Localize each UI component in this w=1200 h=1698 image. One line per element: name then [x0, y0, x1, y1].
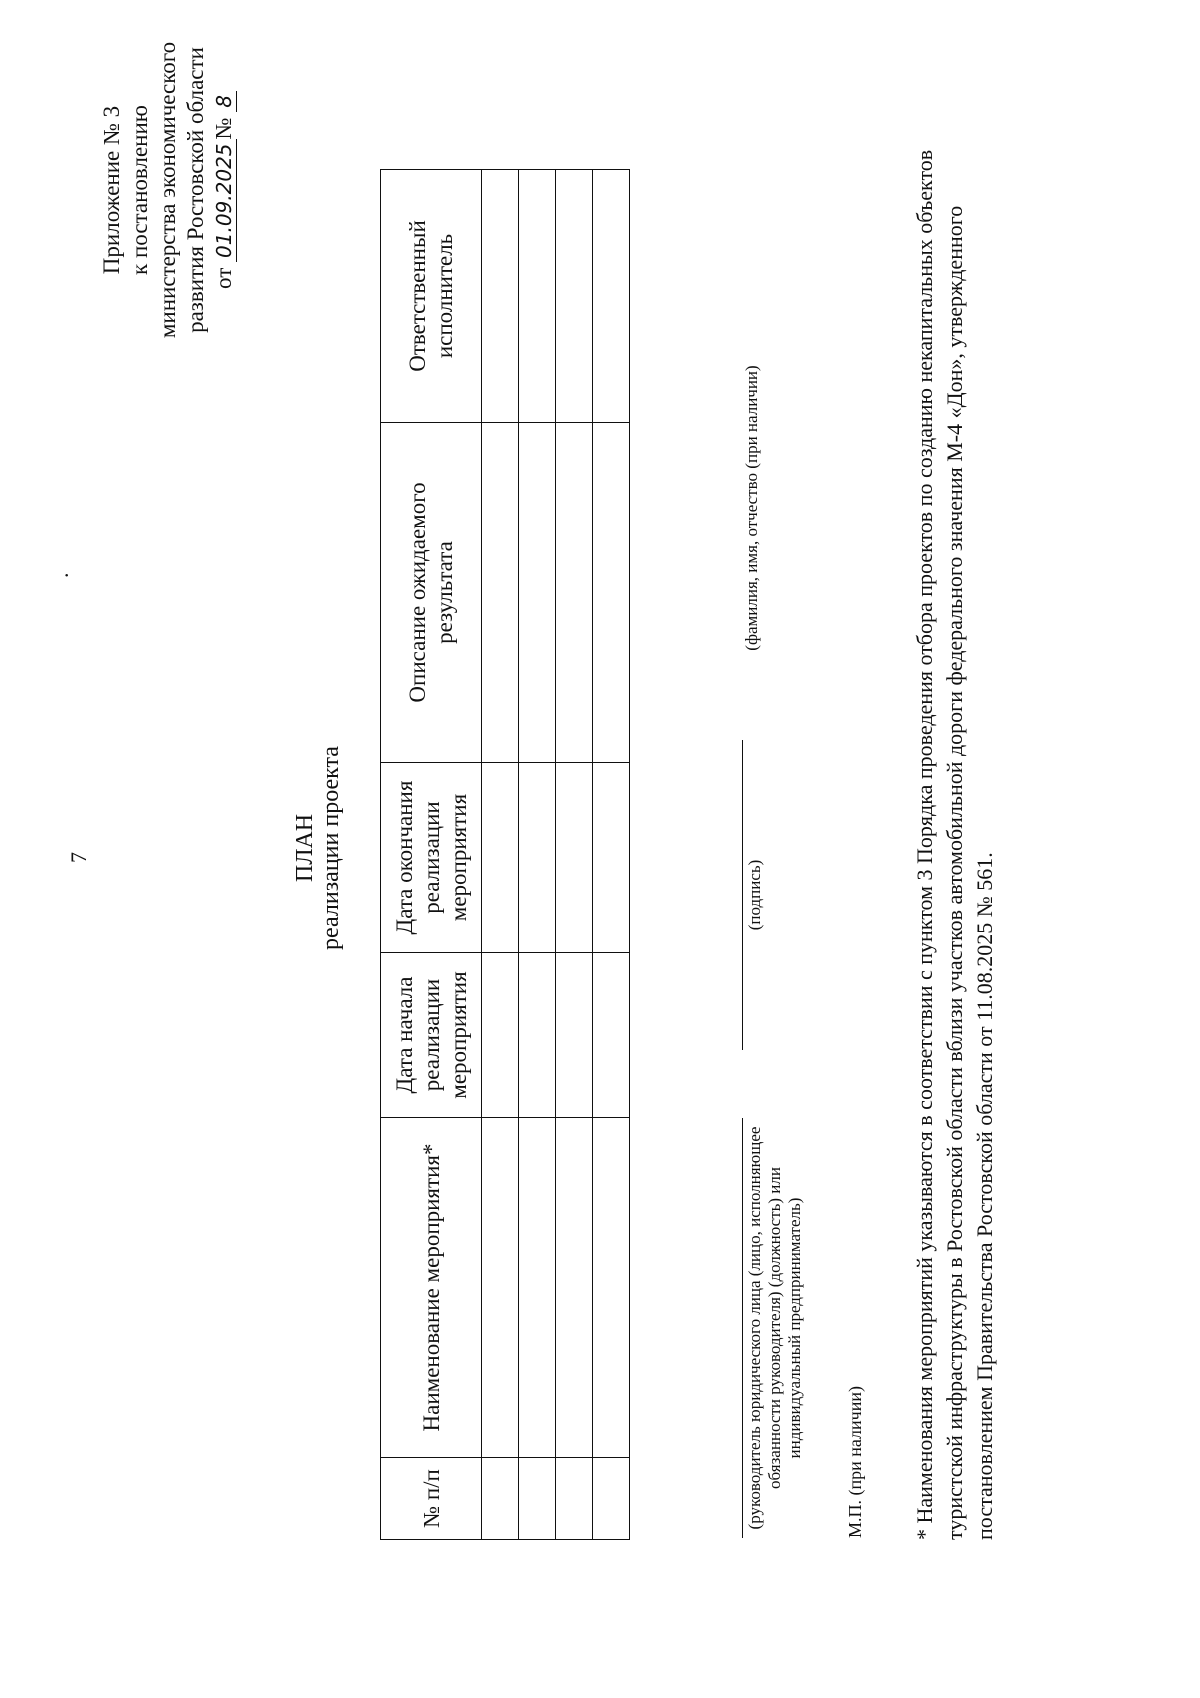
table-body [482, 170, 630, 1540]
table-cell [519, 170, 556, 423]
column-header-number: № п/п [381, 1458, 482, 1540]
signature-caption: (подпись) [742, 740, 765, 1050]
title-main: ПЛАН [292, 813, 318, 883]
column-header-result: Описание ожидаемого результата [381, 423, 482, 763]
table-cell [519, 1118, 556, 1458]
table-cell [593, 763, 630, 953]
appendix-line-3: министерства экономического [155, 41, 180, 339]
table-cell [482, 1458, 519, 1540]
appendix-date-line [210, 30, 238, 350]
table-cell [519, 763, 556, 953]
table-cell [482, 170, 519, 423]
plan-table [380, 169, 630, 1540]
table-cell [556, 1458, 593, 1540]
column-header-name: Наименование мероприятия* [381, 1118, 482, 1458]
date-value: 01.09.2025 [212, 139, 237, 262]
page-number: 7 [66, 852, 91, 863]
table-cell [519, 423, 556, 763]
table-cell [556, 170, 593, 423]
table-row [482, 170, 519, 1540]
title-subtitle: реализации проекта [318, 746, 344, 950]
table-cell [482, 423, 519, 763]
column-header-start-date: Дата начала реализации мероприятия [381, 953, 482, 1118]
table-cell [556, 763, 593, 953]
table-cell [482, 953, 519, 1118]
table-cell [593, 953, 630, 1118]
number-value: 8 [212, 91, 237, 112]
table-cell [593, 423, 630, 763]
table-cell [556, 1118, 593, 1458]
seal-note: М.П. (при наличии) [845, 1386, 865, 1538]
table-cell [482, 763, 519, 953]
appendix-line-2: к постановлению [127, 105, 152, 275]
table-cell [556, 423, 593, 763]
signature-position-caption: (руководитель юридического лица (лицо, исполняющее обязанности руководителя) (должность) или индивидуальный предприниматель) [742, 1118, 805, 1538]
appendix-line-1: Приложение № 3 [99, 105, 124, 275]
appendix-header [98, 30, 238, 350]
signature-name-caption: (фамилия, имя, отчество (при наличии) [742, 365, 761, 651]
table-row [556, 170, 593, 1540]
table-cell [593, 1458, 630, 1540]
table-header-row [381, 170, 482, 1540]
table-cell [519, 1458, 556, 1540]
appendix-line-4: развития Ростовской области [183, 47, 208, 333]
table-cell [556, 953, 593, 1118]
table-row [593, 170, 630, 1540]
table-cell [519, 953, 556, 1118]
table-cell [593, 170, 630, 423]
table-cell [482, 1118, 519, 1458]
number-prefix: № [211, 117, 236, 140]
column-header-responsible: Ответственный исполнитель [381, 170, 482, 423]
footnote: * Наименования мероприятий указываются в соответствии с пунктом 3 Порядка проведения отбора проектов по созданию некапитальных объектов туристской инфраструктуры в Ростовской области вблизи участков автомобильной дороги федерального значения М-4 «Дон», утвержденного постановлением Правительства Ростовской области от 11.08.2025 № 561. [912, 149, 997, 1540]
stray-mark: . [48, 572, 73, 578]
column-header-end-date: Дата окончания реализации мероприятия [381, 763, 482, 953]
document-title [292, 628, 344, 1068]
table-cell [593, 1118, 630, 1458]
table-row [519, 170, 556, 1540]
date-prefix: от [211, 267, 236, 289]
